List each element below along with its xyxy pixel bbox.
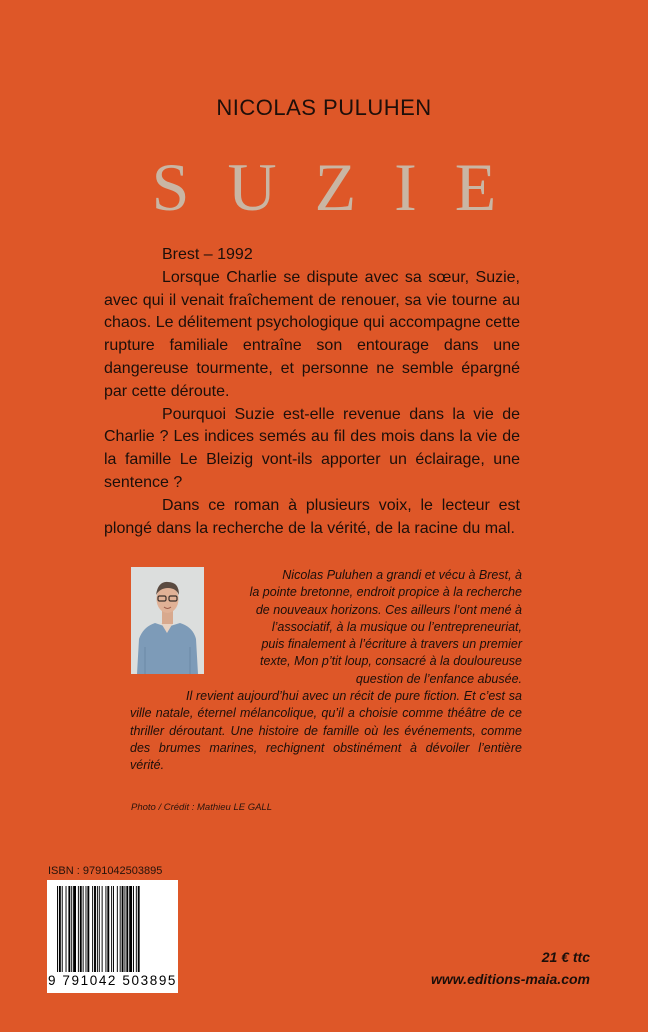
bio-line: texte, Mon p’tit loup, consacré à la douloureuse [260, 654, 522, 669]
barcode-bar [57, 886, 58, 972]
bio-line: la pointe bretonne, endroit propice à la recherche [249, 585, 522, 600]
author-bio [130, 567, 522, 775]
bio-line: de nouveaux horizons. Ces ailleurs l’ont mené à [255, 602, 522, 617]
barcode-bar [83, 886, 84, 972]
barcode-bar [87, 886, 89, 972]
barcode [47, 880, 178, 993]
barcode-bar [107, 886, 109, 972]
book-title: SUZIE [151, 149, 535, 225]
barcode-bar [92, 886, 93, 972]
bio-continued [130, 688, 522, 774]
photo-credit: Photo / Crédit : Mathieu LE GALL [131, 802, 272, 813]
author-name: NICOLAS PULUHEN [216, 95, 432, 120]
barcode-bar [133, 886, 134, 972]
barcode-bar [129, 886, 132, 972]
barcode-icon [57, 886, 168, 976]
synopsis-paragraph: Lorsque Charlie se dispute avec sa sœur, Suzie, avec qui il venait fraîchement de renouer, sa vie tourne au chaos. Le délitement psychologique qui accompagne cette rupture familiale entraîne son entourage dans une dangereuse tourmente, et personne ne semble épargné par cette déroute. [104, 268, 520, 400]
price: 21 € ttc [541, 949, 590, 965]
barcode-bar [124, 886, 125, 972]
barcode-bar [97, 886, 98, 972]
barcode-bar [73, 886, 76, 972]
synopsis-paragraph: Brest – 1992 [162, 246, 253, 263]
barcode-bar [86, 886, 87, 972]
barcode-bar [117, 886, 118, 972]
barcode-bar [71, 886, 72, 972]
bio-line: puis finalement à l’écriture à travers un premier [261, 637, 522, 652]
publisher-website[interactable]: www.editions-maia.com [431, 971, 590, 987]
barcode-bar [136, 886, 137, 972]
synopsis-paragraph: Dans ce roman à plusieurs voix, le lecteur est plongé dans la recherche de la vérité, de la racine du mal. [104, 496, 520, 537]
barcode-bar [122, 886, 124, 972]
bio-intro [216, 567, 522, 688]
bio-line: Nicolas Puluhen a grandi et vécu à Brest, à [282, 568, 522, 582]
barcode-digits: 9 791042 503895 [47, 973, 178, 988]
barcode-bar [80, 886, 82, 972]
barcode-bar [68, 886, 70, 972]
synopsis-paragraph: Pourquoi Suzie est-elle revenue dans la vie de Charlie ? Les indices semés au fil des mois dans la vie de la famille Le Bleizig vont-ils apporter un éclairage, une sentence ? [104, 405, 520, 491]
synopsis [104, 244, 520, 540]
barcode-bar [111, 886, 112, 972]
barcode-bar [105, 886, 106, 972]
bio-paragraph: Il revient aujourd’hui avec un récit de pure fiction. Et c’est sa ville natale, éternel mélancolique, qu’il a choisie comme théâtre de ce thriller déroutant. Une histoire de famille où les événements, comme des brumes marines, rechignent obstinément à dévoiler l’entière vérité. [130, 689, 522, 773]
barcode-bar [66, 886, 67, 972]
barcode-bar [94, 886, 96, 972]
bio-line: question de l’enfance abusée. [355, 671, 522, 686]
barcode-bar [138, 886, 140, 972]
bio-line: l’associatif, à la musique ou l’entrepreneuriat, [271, 619, 522, 634]
barcode-bar [102, 886, 103, 972]
barcode-bar [62, 886, 63, 972]
barcode-bar [120, 886, 121, 972]
isbn-label: ISBN : 9791042503895 [48, 865, 163, 877]
barcode-bar [126, 886, 128, 972]
barcode-bar [113, 886, 114, 972]
barcode-bar [99, 886, 100, 972]
barcode-bar [78, 886, 79, 972]
barcode-bar [59, 886, 61, 972]
